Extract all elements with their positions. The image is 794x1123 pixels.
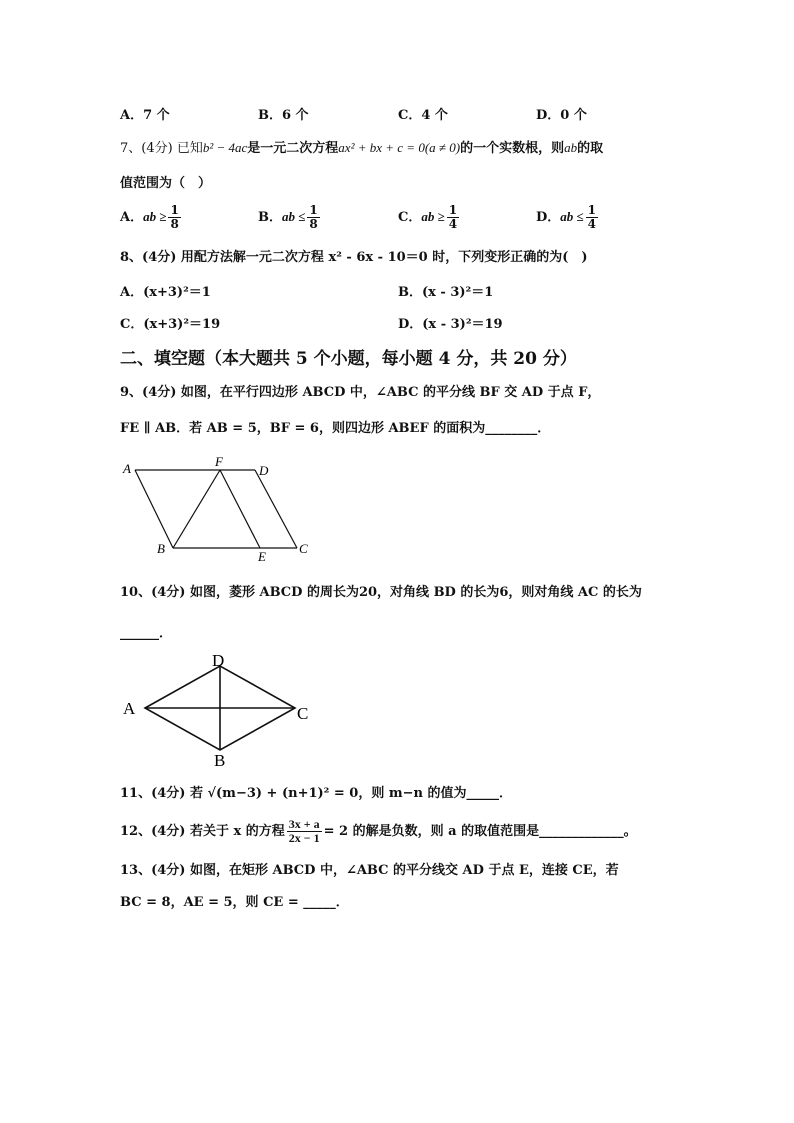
q6-option-a: A．7 个 <box>120 108 170 123</box>
q9-label-c: C <box>299 541 308 556</box>
q12-prefix: 12、(4分) 若关于 x 的方程 <box>120 824 285 840</box>
q12-stem <box>120 818 637 845</box>
q12-suffix: = 2 的解是负数，则 a 的取值范围是_____________。 <box>323 824 637 840</box>
q9-segment-dc <box>255 470 297 548</box>
q7-end: 的取 <box>577 141 604 156</box>
q9-line1: 9、(4分) 如图，在平行四边形 ABCD 中，∠ABC 的平分线 BF 交 AD 于点 F， <box>120 385 601 400</box>
q10-line1: 10、(4分) 如图，菱形 ABCD 的周长为20，对角线 BD 的长为6，则对角线 AC 的长为 <box>120 585 642 600</box>
q12-fraction: $\frac{3x + a}{2x - 1}$ <box>288 817 320 846</box>
q9-label-d: D <box>259 463 269 478</box>
q9-line2: FE ∥ AB．若 AB = 5，BF = 6，则四边形 ABEF 的面积为________． <box>120 421 551 436</box>
q9-label-e: E <box>258 549 266 564</box>
q7-expr1: b² − 4ac <box>202 140 248 155</box>
q8-option-c: C．(x+3)²＝19 <box>120 317 221 332</box>
q7-var: ab <box>564 140 578 155</box>
q11-stem: 11、(4分) 若 √(m−3) + (n+1)² = 0，则 m−n 的值为_____． <box>120 786 512 801</box>
q7-option-d: D．ab ≤ $\frac{1}{4}$ <box>536 203 597 232</box>
q9-segment-bf <box>173 470 220 548</box>
q7-expr2: ax² + bx + c = 0 <box>338 140 425 155</box>
q7-stem <box>120 140 603 157</box>
q9-label-a: A <box>123 461 131 476</box>
q7-option-c: C．ab ≥ $\frac{1}{4}$ <box>398 203 458 232</box>
q8-stem: 8、(4分) 用配方法解一元二次方程 x² - 6x - 10＝0 时，下列变形正确的为( ) <box>120 250 588 265</box>
q8-option-a: A．(x+3)²＝1 <box>120 285 211 300</box>
q7-tail: 的一个实数根，则 <box>460 141 565 156</box>
q7-prefix: 7、(4分) 已知 <box>120 141 203 156</box>
q9-label-b: B <box>157 541 165 556</box>
q7-stem-line2: 值范围为（ ） <box>120 176 212 191</box>
q10-line2: ______． <box>120 626 173 641</box>
q8-option-b: B．(x - 3)²＝1 <box>398 285 494 300</box>
q7-mid: 是一元二次方程 <box>247 141 339 156</box>
q9-label-f: F <box>215 455 223 469</box>
q8-option-d: D．(x - 3)²＝19 <box>398 317 503 332</box>
q10-label-c: C <box>297 704 309 723</box>
q9-segment-ab <box>135 470 173 548</box>
q10-rhombus-figure <box>115 648 325 770</box>
q9-segment-fe <box>220 470 260 548</box>
q13-line1: 13、(4分) 如图，在矩形 ABCD 中，∠ABC 的平分线交 AD 于点 E，连接 CE，若 <box>120 863 619 878</box>
section-title: 二、填空题（本大题共 5 个小题，每小题 4 分，共 20 分） <box>120 349 577 369</box>
q7-option-b: B．ab ≤ $\frac{1}{8}$ <box>258 203 318 232</box>
q9-parallelogram-figure <box>115 455 325 565</box>
q10-label-d: D <box>212 651 225 670</box>
q13-line2: BC = 8，AE = 5，则 CE = _____． <box>120 895 349 910</box>
q10-label-b: B <box>214 751 226 770</box>
q6-option-d: D．0 个 <box>536 108 587 123</box>
q7-option-a: A．ab ≥ $\frac{1}{8}$ <box>120 203 179 232</box>
q6-option-c: C．4 个 <box>398 108 448 123</box>
q6-option-b: B．6 个 <box>258 108 309 123</box>
q7-cond: (a ≠ 0) <box>424 140 461 155</box>
q10-label-a: A <box>123 699 136 718</box>
